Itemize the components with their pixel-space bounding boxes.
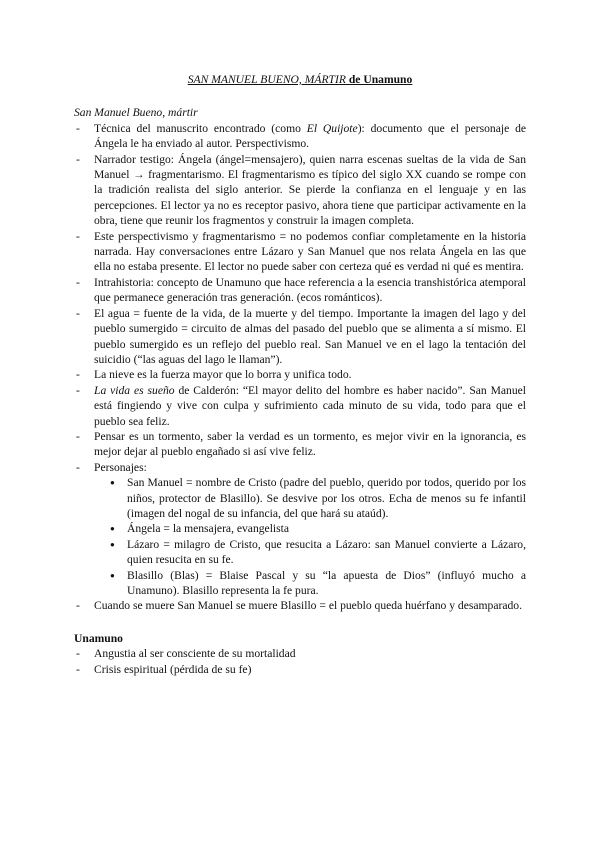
list-item: - El agua = fuente de la vida, de la muerte y del tiempo. Importante la imagen del lago y del pueblo sumergido = circuito de almas del pasado del pueblo que se alimenta a sí mismo. El pueblo sumergido es un reflejo del pueblo real. San Manuel ve en el lago la tentación del suicidio (“las aguas del lago le llaman”).: [74, 306, 526, 368]
list-item: - Intrahistoria: concepto de Unamuno que hace referencia a la esencia transhistórica atemporal que permanece generación tras generación. (ecos románticos).: [74, 275, 526, 306]
unamuno-list: [74, 646, 526, 677]
list-item: - Narrador testigo: Ángela (ángel=mensajero), quien narra escenas sueltas de la vida de San Manuel → fragmentarismo. El fragmentarismo es típico del siglo XX cuando se rompe con la tradición realista del siglo anterior. Se pierde la confianza en el lenguaje y en las percepciones. El lector ya no es receptor pasivo, ahora tiene que participar activamente en la obra, tiene que reunir los fragmentos y construir la imagen completa.: [74, 152, 526, 229]
character-item: ● Ángela = la mensajera, evangelista: [110, 521, 526, 536]
list-item: - Cuando se muere San Manuel se muere Blasillo = el pueblo queda huérfano y desamparado.: [74, 598, 526, 613]
section-heading-unamuno: Unamuno: [74, 631, 123, 645]
character-item: ● Blasillo (Blas) = Blaise Pascal y su “la apuesta de Dios” (influyó mucho a Unamuno). Blasillo representa la fe pura.: [110, 568, 526, 599]
title-work: SAN MANUEL BUENO, MÁRTIR: [187, 73, 346, 86]
analysis-list: [74, 121, 526, 614]
document-title: [74, 72, 526, 87]
list-item: - Crisis espiritual (pérdida de su fe): [74, 662, 526, 677]
list-item: - Pensar es un tormento, saber la verdad es un tormento, es mejor vivir en la ignorancia, es mejor dejar al pueblo engañado si así vive feliz.: [74, 429, 526, 460]
character-item: ● Lázaro = milagro de Cristo, que resucita a Lázaro: san Manuel convierte a Lázaro, quien resucita en su fe.: [110, 537, 526, 568]
list-item: - La vida es sueño de Calderón: “El mayor delito del hombre es haber nacido”. San Manuel está fingiendo y vive con culpa y sufrimiento cada minuto de su vida, todo para que el pueblo sea feliz.: [74, 383, 526, 429]
list-item: - Este perspectivismo y fragmentarismo = no podemos confiar completamente en la historia narrada. Hay conversaciones entre Lázaro y San Manuel que nos relata Ángela en las que ella no estaba presente. El lector no puede saber con certeza qué es verdad ni qué es mentira.: [74, 229, 526, 275]
list-item-characters: - Personajes: ● San Manuel = nombre de Cristo (padre del pueblo, querido por todos, querido por los niños, protector de Blasillo). Se desvive por los otros. Echa de menos su fe infantil (imagen del nogal de su infancia, del que hará su ataúd). ● Ángela = la mensajera, evangelista ● Lázaro = milagro de Cristo, que resucita a Lázaro: san Manuel convierte a Lázaro, quien resucita en su fe. ● Blasillo (Blas) = Blaise Pascal y su “la apuesta de Dios” (influyó mucho a Unamuno). Blasillo representa la fe pura.: [74, 460, 526, 599]
list-item: - Angustia al ser consciente de su mortalidad: [74, 646, 526, 661]
section-unamuno: [74, 631, 526, 677]
section-heading-novel: San Manuel Bueno, mártir: [74, 106, 198, 120]
title-author: de Unamuno: [345, 73, 413, 86]
list-item: - La nieve es la fuerza mayor que lo borra y unifica todo.: [74, 367, 526, 382]
characters-list: [94, 475, 526, 598]
list-item: - Técnica del manuscrito encontrado (como El Quijote): documento que el personaje de Ángela le ha enviado al autor. Perspectivismo.: [74, 121, 526, 152]
character-item: ● San Manuel = nombre de Cristo (padre del pueblo, querido por todos, querido por los niños, protector de Blasillo). Se desvive por los otros. Echa de menos su fe infantil (imagen del nogal de su infancia, del que hará su ataúd).: [110, 475, 526, 521]
